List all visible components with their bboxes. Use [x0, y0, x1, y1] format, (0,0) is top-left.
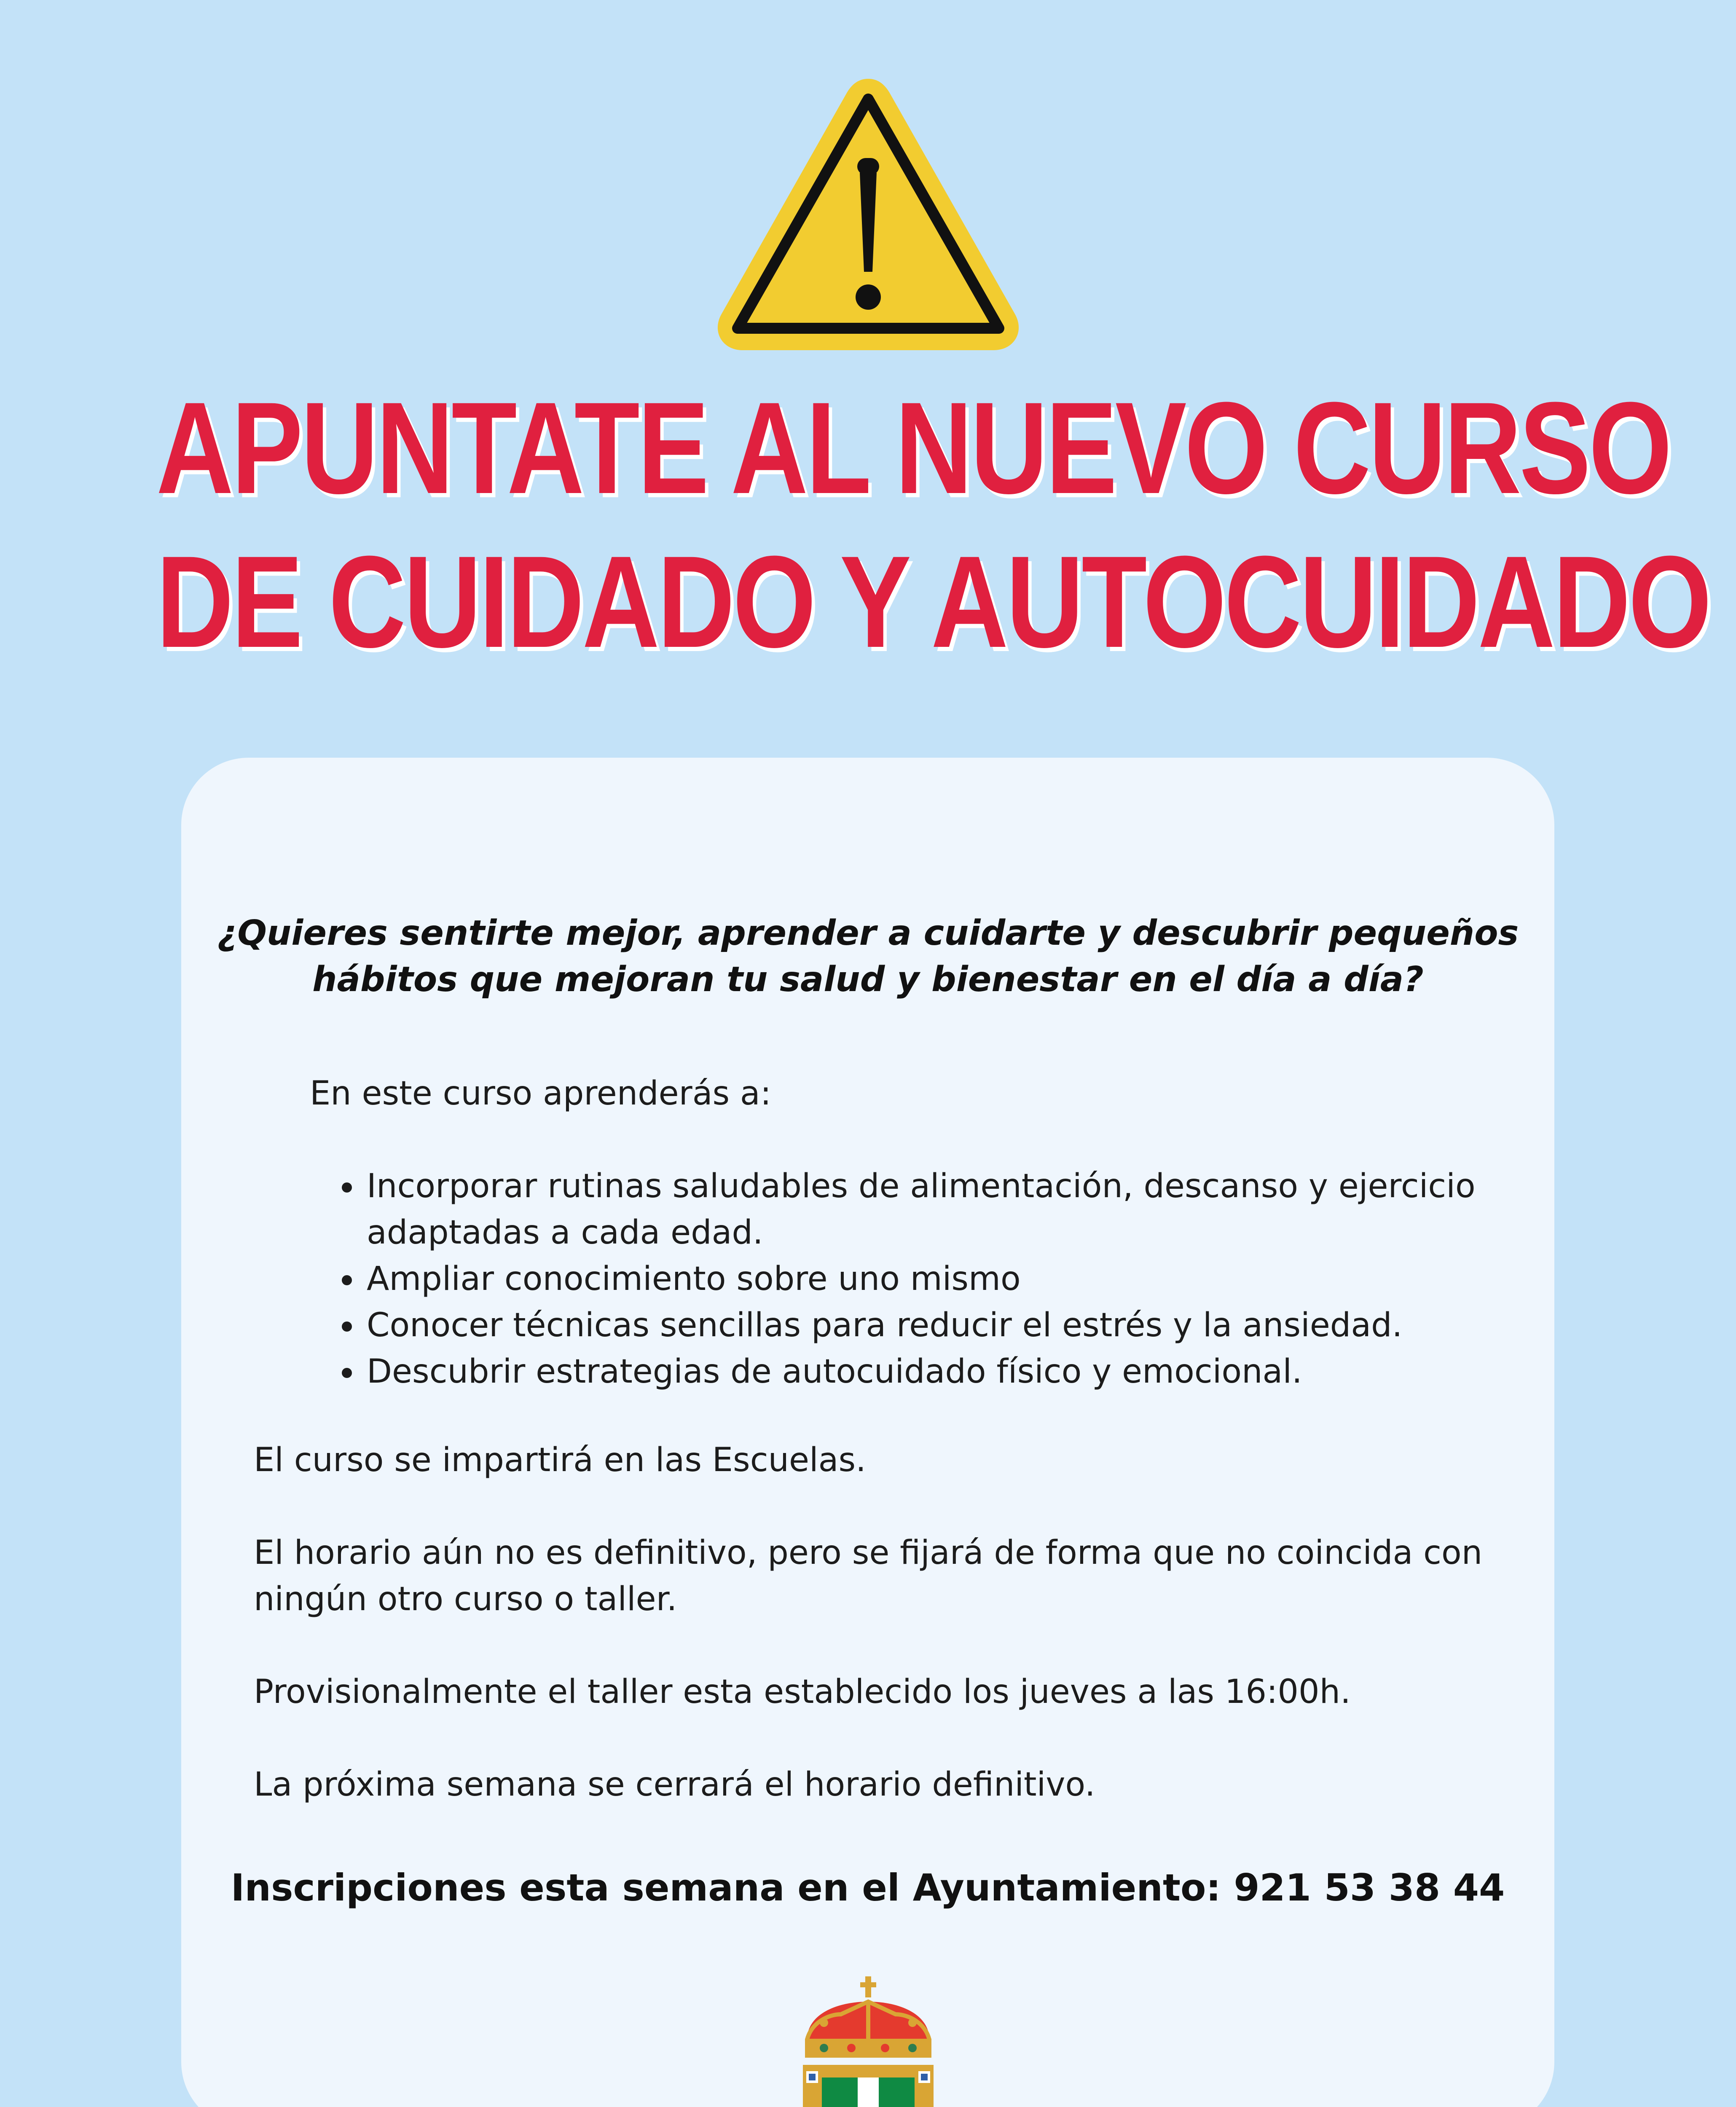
intro-question: [202, 910, 1534, 1003]
list-item: • Ampliar conocimiento sobre uno mismo: [365, 1256, 1587, 1302]
title-line-1: APUNTATE AL NUEVO CURSO: [156, 375, 1670, 521]
location-text: El curso se impartirá en las Escuelas.: [254, 1441, 866, 1479]
list-item: • Incorporar rutinas saludables de alimentación, descanso y ejercicio adaptadas a cada edad.: [365, 1163, 1587, 1256]
list-item: • Descubrir estrategias de autocuidado físico y emocional.: [365, 1348, 1587, 1395]
title-line-2: DE CUIDADO Y AUTOCUIDADO: [156, 528, 1710, 675]
signup-info: Inscripciones esta semana en el Ayuntamiento: 921 53 38 44: [231, 1866, 1505, 1909]
warning-icon: [712, 74, 1024, 356]
question-line-2: hábitos que mejoran tu salud y bienestar en el día a día?: [312, 960, 1424, 1000]
coat-of-arms-icon: [799, 1976, 938, 2107]
question-line-1: ¿Quieres sentirte mejor, aprender a cuidarte y descubrir pequeños: [217, 913, 1519, 953]
list-item: • Conocer técnicas sencillas para reducir el estrés y la ansiedad.: [365, 1302, 1587, 1348]
page-title: [156, 371, 1710, 678]
course-intro: En este curso aprenderás a:: [310, 1075, 772, 1112]
next-week-note: La próxima semana se cerrará el horario definitivo.: [254, 1766, 1095, 1804]
provisional-schedule: Provisionalmente el taller esta establecido los jueves a las 16:00h.: [254, 1673, 1351, 1711]
course-topics-list: [320, 1163, 1587, 1395]
schedule-note: El horario aún no es definitivo, pero se fijará de forma que no coincida con ningún otro curso o taller.: [254, 1534, 1483, 1618]
